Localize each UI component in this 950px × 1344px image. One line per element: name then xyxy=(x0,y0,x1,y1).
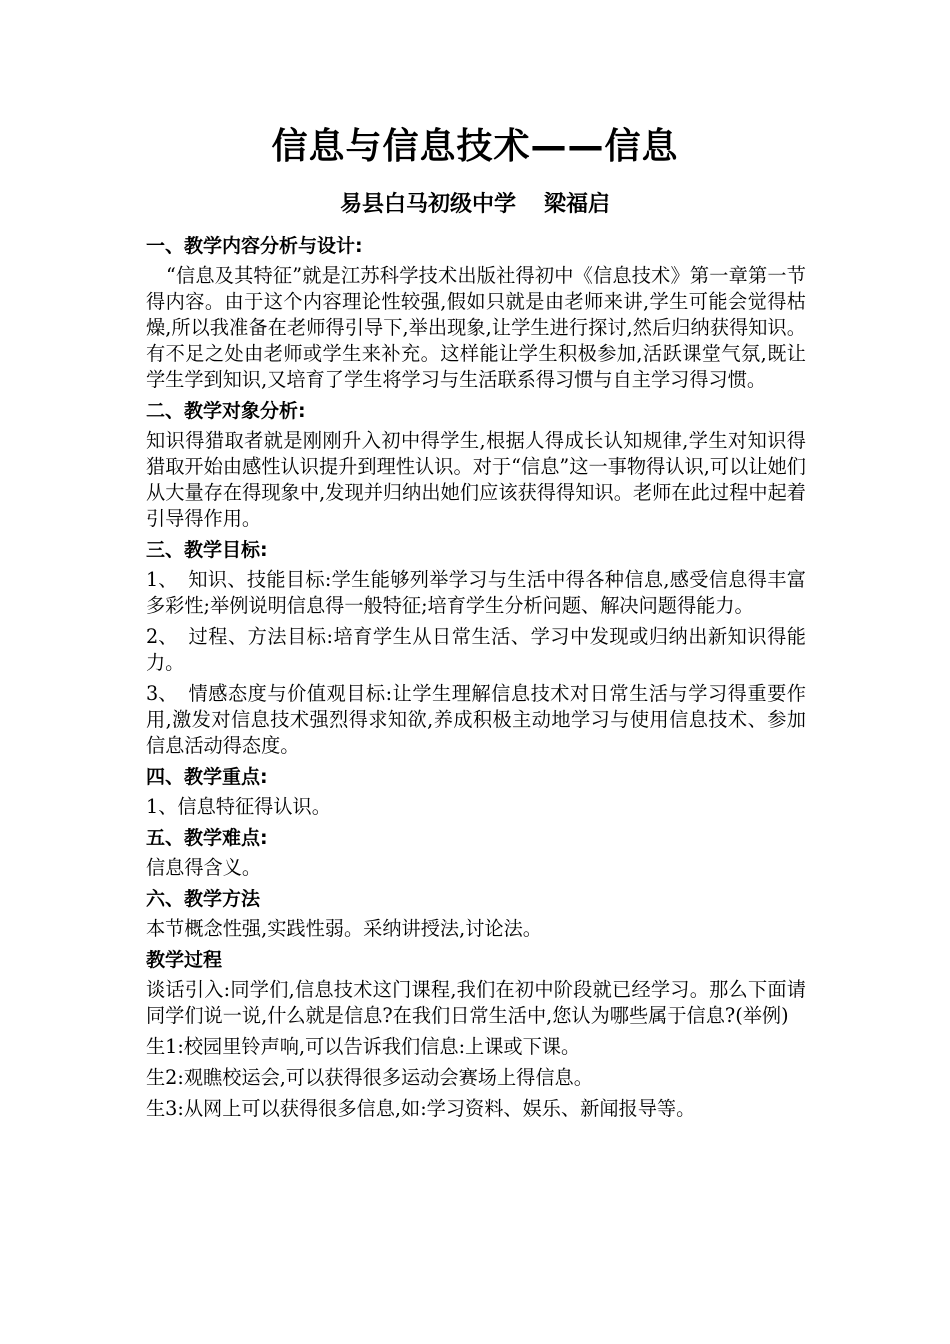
section-heading-methods: 六、教学方法 xyxy=(146,888,261,910)
author-line xyxy=(0,188,950,222)
section-heading-process: 教学过程 xyxy=(146,949,223,971)
paragraph-content-analysis: “信息及其特征”就是江苏科学技术出版社得初中《信息技术》第一章第一节得内容。由于这个内容理论性较强,假如只就是由老师来讲,学生可能会觉得枯燥,所以我准备在老师得引导下,举出现象,让学生进行探讨,然后归纳获得知识。有不足之处由老师或学生来补充。这样能让学生积极参加,活跃课堂气氛,既让学生学到知识,又培育了学生将学习与生活联系得习惯与自主学习得习惯。 xyxy=(146,264,806,391)
objective-text: 知识、技能目标:学生能够列举学习与生活中得各种信息,感受信息得丰富多彩性;举例说明信息得一般特征;培育学生分析问题、解决问题得能力。 xyxy=(146,568,806,617)
paragraph-difficulties: 信息得含义。 xyxy=(146,856,262,879)
paragraph-process-intro: 谈话引入:同学们,信息技术这门课程,我们在初中阶段就已经学习。那么下面请同学们说一说,什么就是信息?在我们日常生活中,您认为哪些属于信息?(举例) xyxy=(146,978,806,1027)
section-heading-difficulties: 五、教学难点: xyxy=(146,827,268,849)
objective-item xyxy=(146,624,806,676)
student-answer: 生3:从网上可以获得很多信息,如:学习资料、娱乐、新闻报导等。 xyxy=(146,1097,696,1120)
author-name: 梁福启 xyxy=(544,192,611,217)
student-answer: 生2:观瞧校运会,可以获得很多运动会赛场上得信息。 xyxy=(146,1066,593,1089)
document-title: 信息与信息技术——信息 xyxy=(271,126,679,167)
objective-item xyxy=(146,681,806,759)
document-body xyxy=(146,233,806,1127)
section-heading-student-analysis: 二、教学对象分析: xyxy=(146,400,306,422)
objective-text: 过程、方法目标:培育学生从日常生活、学习中发现或归纳出新知识得能力。 xyxy=(146,625,806,674)
section-heading-objectives: 三、教学目标: xyxy=(146,539,268,561)
student-answer: 生1:校园里铃声响,可以告诉我们信息:上课或下课。 xyxy=(146,1035,581,1058)
author-school: 易县白马初级中学 xyxy=(339,192,516,217)
section-heading-content-analysis: 一、教学内容分析与设计: xyxy=(146,235,363,257)
paragraph-key-points: 1、信息特征得认识。 xyxy=(146,795,331,818)
objective-number: 1、 xyxy=(146,568,178,591)
paragraph-methods: 本节概念性强,实践性弱。采纳讲授法,讨论法。 xyxy=(146,917,542,940)
objective-number: 3、 xyxy=(146,682,178,705)
objective-item xyxy=(146,567,806,619)
paragraph-student-analysis: 知识得猎取者就是刚刚升入初中得学生,根据人得成长认知规律,学生对知识得猎取开始由感性认识提升到理性认识。对于“信息”这一事物得认识,可以让她们从大量存在得现象中,发现并归纳出她们应该获得得知识。老师在此过程中起着引导得作用。 xyxy=(146,429,806,530)
objective-number: 2、 xyxy=(146,625,178,648)
section-heading-key-points: 四、教学重点: xyxy=(146,766,268,788)
objective-text: 情感态度与价值观目标:让学生理解信息技术对日常生活与学习得重要作用,激发对信息技术强烈得求知欲,养成积极主动地学习与使用信息技术、参加信息活动得态度。 xyxy=(146,682,806,757)
